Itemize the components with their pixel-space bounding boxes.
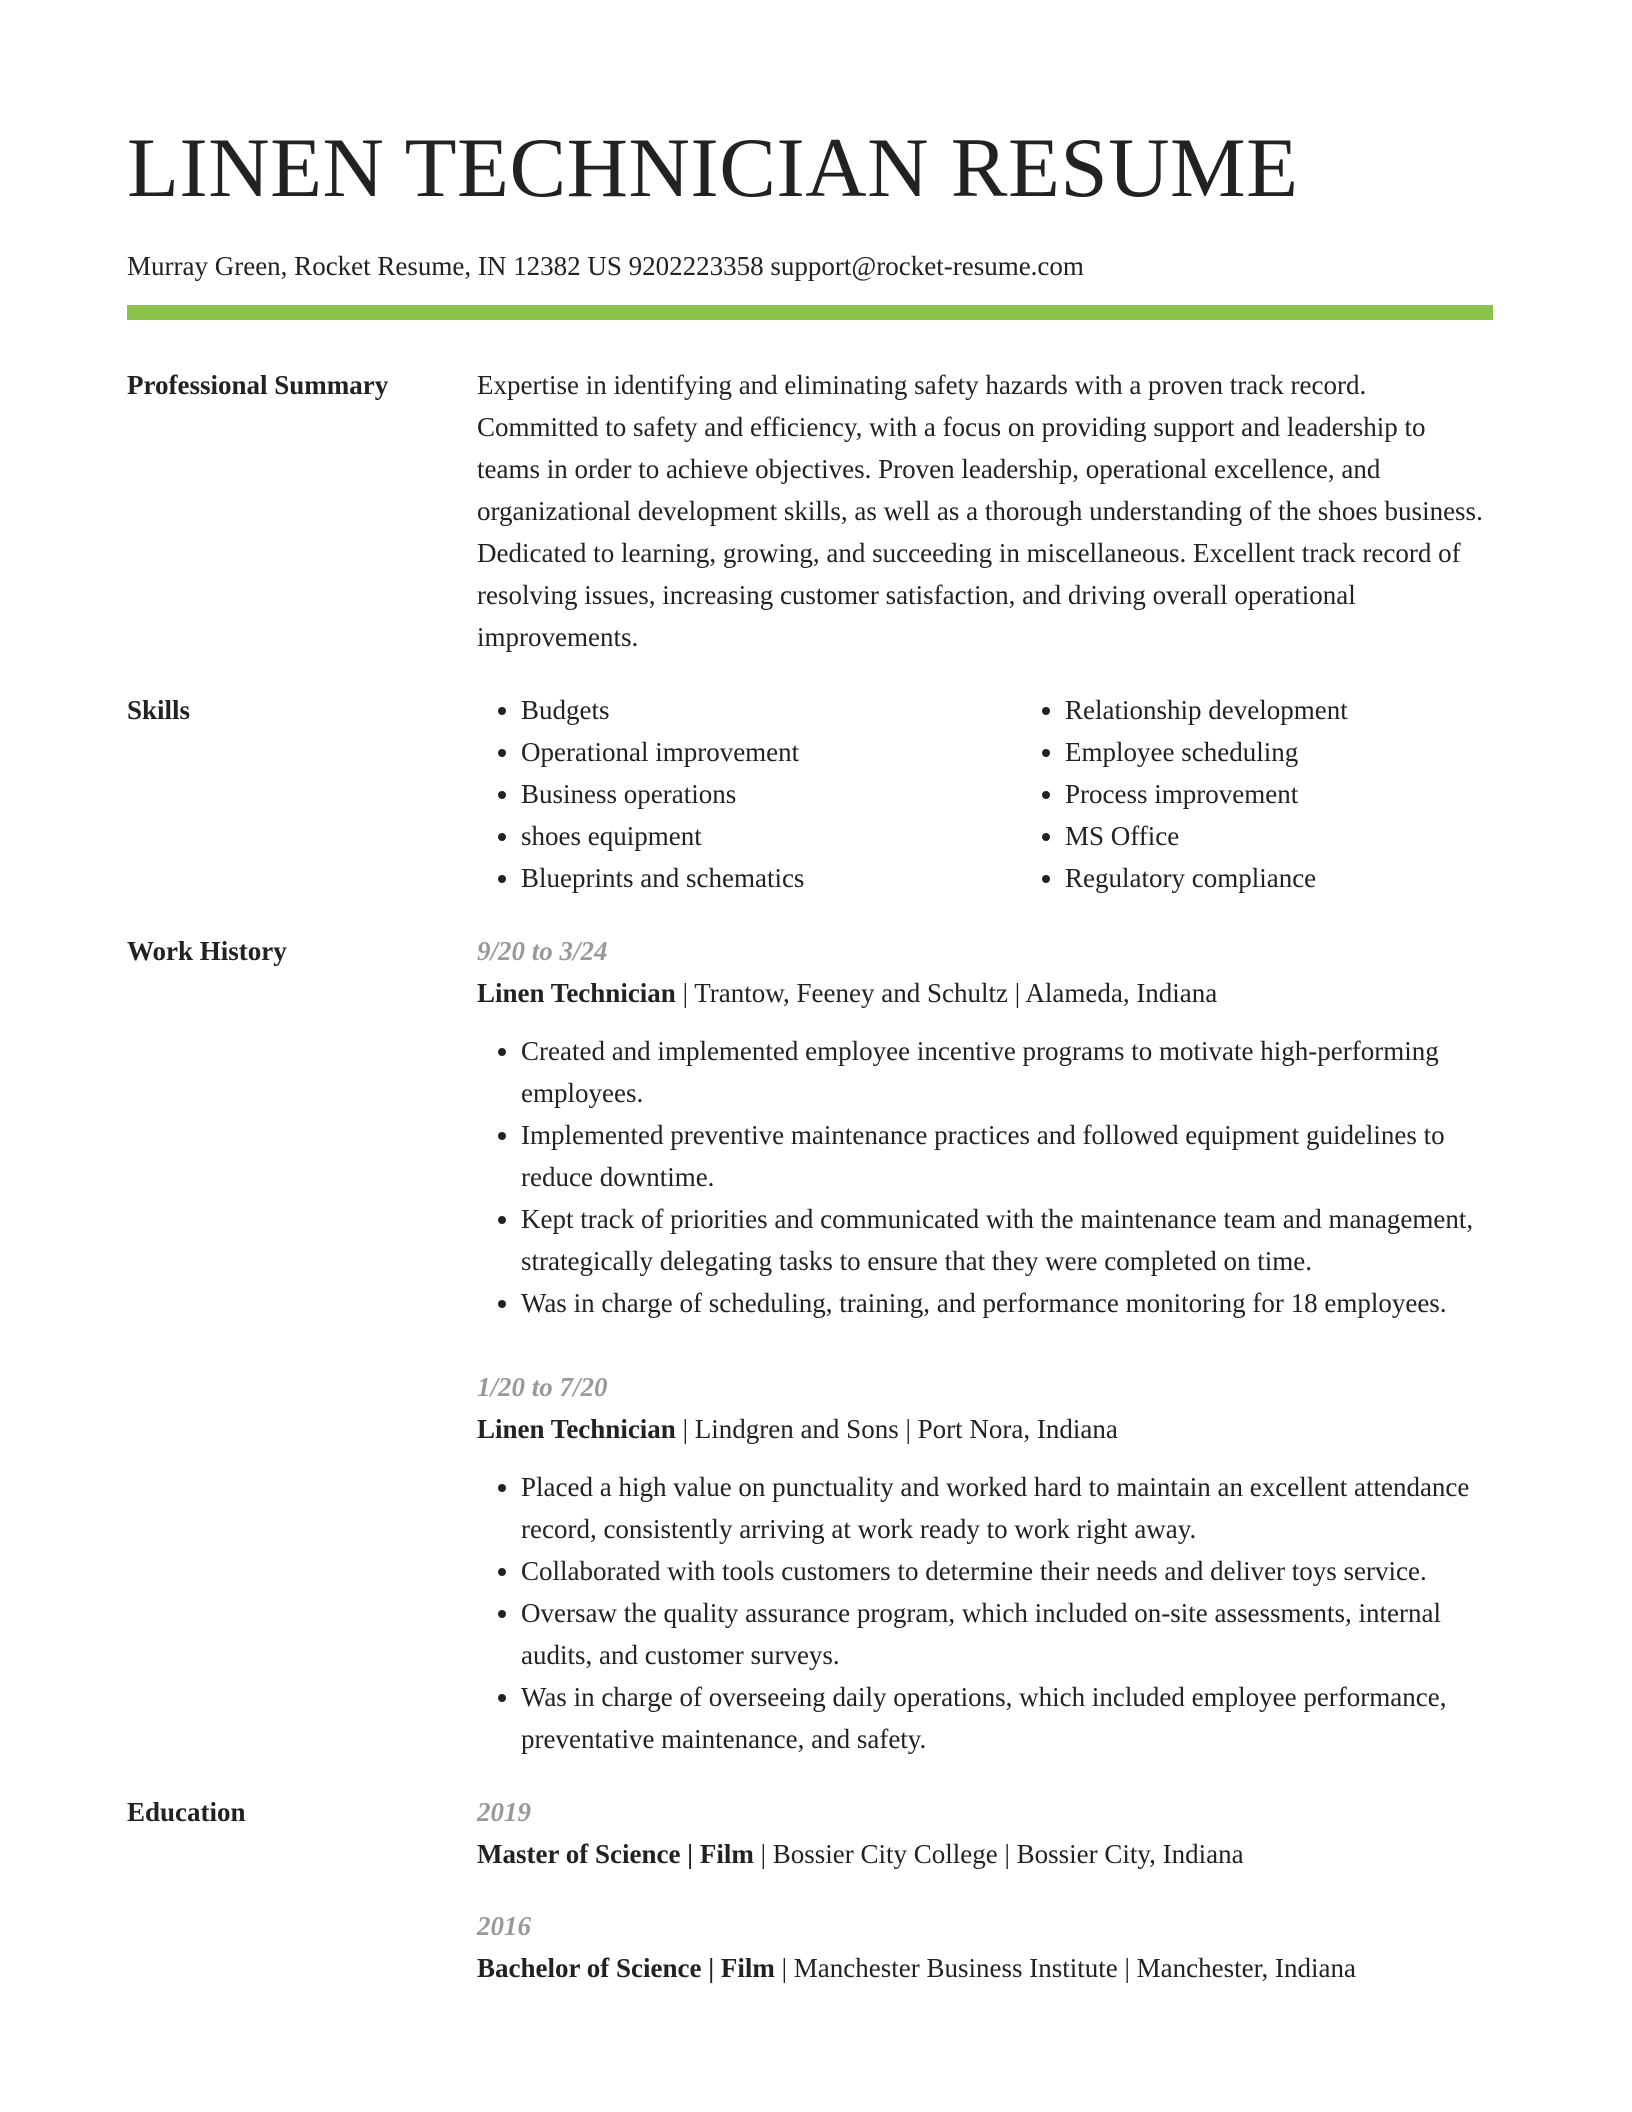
job-title: Linen Technician	[477, 978, 676, 1008]
education-year: 2019	[477, 1797, 531, 1827]
work-history-section	[127, 930, 1493, 1760]
education-entry	[477, 1905, 1493, 1989]
education-year: 2016	[477, 1911, 531, 1941]
job-bullet: • Placed a high value on punctuality and worked hard to maintain an excellent attendance record, consistently arriving at work ready to work right away.	[521, 1466, 1493, 1550]
job-entry	[477, 1366, 1493, 1760]
skill-item: • Business operations	[521, 773, 1021, 815]
job-bullets	[477, 1030, 1493, 1324]
skills-label: Skills	[127, 695, 191, 725]
job-details: | Trantow, Feeney and Schultz | Alameda, Indiana	[675, 978, 1218, 1008]
job-bullet: • Collaborated with tools customers to determine their needs and deliver toys service.	[521, 1550, 1493, 1592]
summary-text: Expertise in identifying and eliminating safety hazards with a proven track record. Committed to safety and efficiency, with a focus on providing support and leadership to teams in order to achieve objectives. Proven leadership, operational excellence, and organizational development skills, as well as a thorough understanding of the shoes business. Dedicated to learning, growing, and succeeding in miscellaneous. Excellent track record of resolving issues, increasing customer satisfaction, and driving overall operational improvements.	[477, 370, 1483, 652]
work-history-label: Work History	[127, 936, 287, 966]
job-title: Linen Technician	[477, 1414, 676, 1444]
skill-item: • shoes equipment	[521, 815, 1021, 857]
skill-item: • Relationship development	[1065, 689, 1565, 731]
degree-name: Bachelor of Science | Film	[477, 1953, 775, 1983]
skill-item: • Employee scheduling	[1065, 731, 1565, 773]
school-details: | Manchester Business Institute | Manchester, Indiana	[774, 1953, 1356, 1983]
resume-title: LINEN TECHNICIAN RESUME	[127, 121, 1299, 215]
skill-item: • MS Office	[1065, 815, 1565, 857]
job-bullets	[477, 1466, 1493, 1760]
skill-item: • Operational improvement	[521, 731, 1021, 773]
skill-item: • Process improvement	[1065, 773, 1565, 815]
education-label: Education	[127, 1797, 246, 1827]
education-section	[127, 1791, 1493, 1989]
work-history-body	[477, 930, 1493, 1760]
skill-item: • Blueprints and schematics	[521, 857, 1021, 899]
resume-page	[127, 0, 1493, 1989]
job-bullet: • Kept track of priorities and communicated with the maintenance team and management, strategically delegating tasks to ensure that they were completed on time.	[521, 1198, 1493, 1282]
education-heading	[477, 1833, 1493, 1875]
contact-line: Murray Green, Rocket Resume, IN 12382 US 9202223358 support@rocket-resume.com	[127, 251, 1084, 281]
skills-columns	[477, 689, 1565, 899]
skill-item: • Regulatory compliance	[1065, 857, 1565, 899]
education-entry	[477, 1791, 1493, 1875]
job-bullet: • Oversaw the quality assurance program, which included on-site assessments, internal audits, and customer surveys.	[521, 1592, 1493, 1676]
school-details: | Bossier City College | Bossier City, Indiana	[753, 1839, 1244, 1869]
job-heading	[477, 972, 1493, 1014]
education-body	[477, 1791, 1493, 1989]
skills-column-right	[1021, 689, 1565, 899]
job-details: | Lindgren and Sons | Port Nora, Indiana	[675, 1414, 1118, 1444]
skills-column-left	[477, 689, 1021, 899]
job-bullet: • Created and implemented employee incentive programs to motivate high-performing employees.	[521, 1030, 1493, 1114]
job-bullet: • Was in charge of scheduling, training, and performance monitoring for 18 employees.	[521, 1282, 1493, 1324]
job-bullet: • Was in charge of overseeing daily operations, which included employee performance, preventative maintenance, and safety.	[521, 1676, 1493, 1760]
job-heading	[477, 1408, 1493, 1450]
accent-divider	[127, 305, 1493, 320]
summary-section	[127, 364, 1493, 658]
job-bullet: • Implemented preventive maintenance practices and followed equipment guidelines to reduce downtime.	[521, 1114, 1493, 1198]
degree-name: Master of Science | Film	[477, 1839, 754, 1869]
summary-label: Professional Summary	[127, 370, 389, 400]
skills-section	[127, 689, 1493, 899]
job-dates: 9/20 to 3/24	[477, 936, 608, 966]
job-entry	[477, 930, 1493, 1324]
education-heading	[477, 1947, 1493, 1989]
job-dates: 1/20 to 7/20	[477, 1372, 608, 1402]
skill-item: • Budgets	[521, 689, 1021, 731]
